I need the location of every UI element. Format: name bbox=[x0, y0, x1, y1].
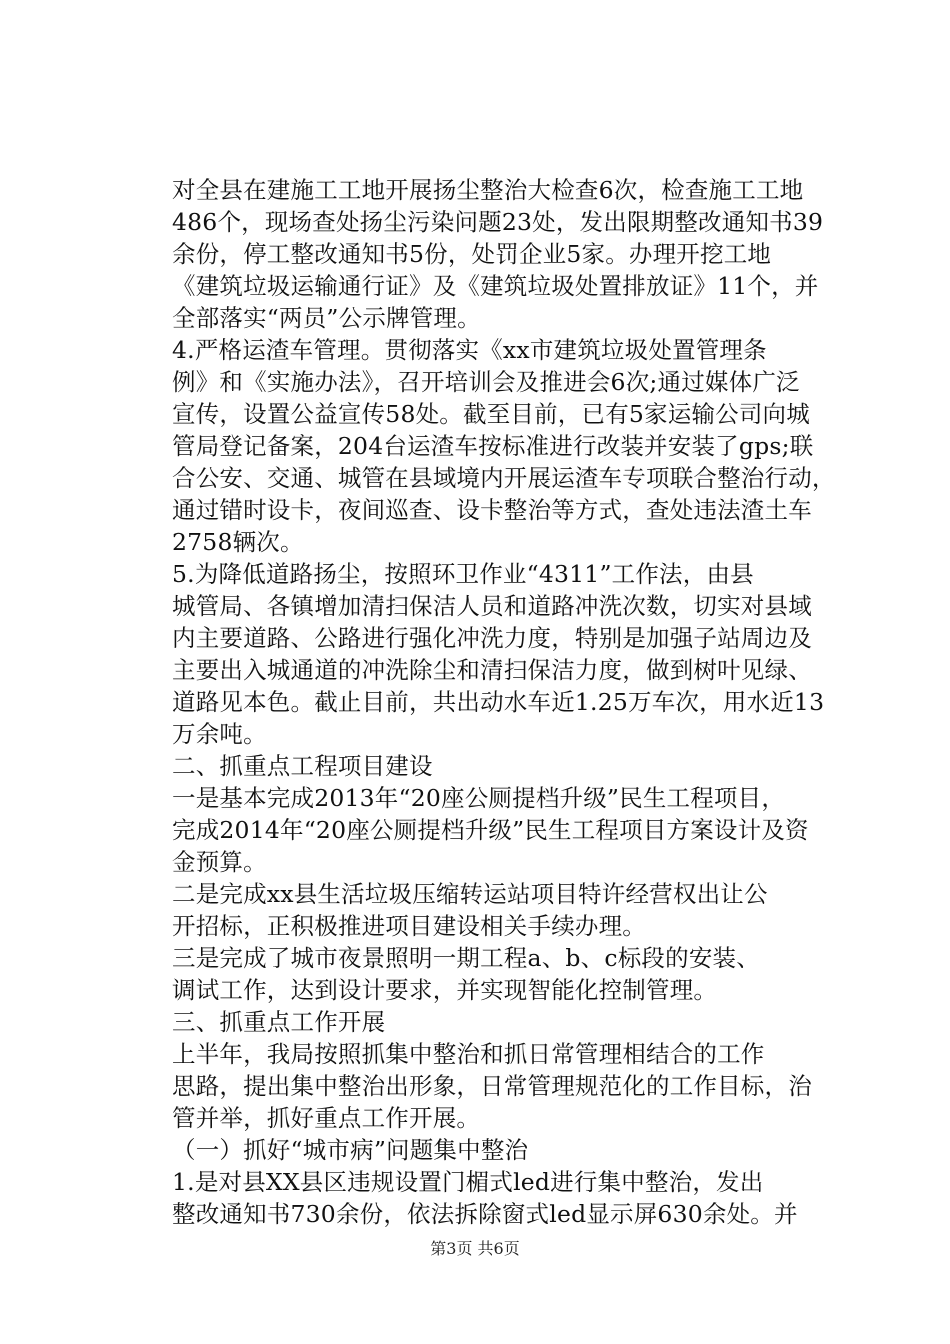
text-line: 通过错时设卡，夜间巡查、设卡整治等方式，查处违法渣土车 bbox=[172, 496, 812, 524]
text-line: 完成2014年“20座公厕提档升级”民生工程项目方案设计及资 bbox=[172, 816, 809, 844]
text-line: 城管局、各镇增加清扫保洁人员和道路冲洗次数，切实对县域 bbox=[172, 592, 812, 620]
text-line: 主要出入城通道的冲洗除尘和清扫保洁力度，做到树叶见绿、 bbox=[172, 656, 812, 684]
text-line: 三是完成了城市夜景照明一期工程a、b、c标段的安装、 bbox=[172, 944, 760, 972]
text-line: 全部落实“两员”公示牌管理。 bbox=[172, 304, 481, 332]
text-line: 5.为降低道路扬尘，按照环卫作业“4311”工作法，由县 bbox=[172, 560, 754, 588]
text-line: 余份，停工整改通知书5份，处罚企业5家。办理开挖工地 bbox=[172, 240, 772, 268]
section-heading: 三、抓重点工作开展 bbox=[172, 1008, 386, 1036]
text-line: 管局登记备案，204台运渣车按标准进行改装并安装了gps;联 bbox=[172, 432, 814, 460]
text-line: 道路见本色。截止目前，共出动水车近1.25万车次，用水近13 bbox=[172, 688, 825, 716]
section-heading: 二、抓重点工程项目建设 bbox=[172, 752, 433, 780]
text-line: 一是基本完成2013年“20座公厕提档升级”民生工程项目， bbox=[172, 784, 786, 812]
text-line: 上半年，我局按照抓集中整治和抓日常管理相结合的工作 bbox=[172, 1040, 765, 1068]
text-line: 1.是对县XX县区违规设置门楣式led进行集中整治，发出 bbox=[172, 1168, 764, 1196]
text-line: 万余吨。 bbox=[172, 720, 267, 748]
text-line: 例》和《实施办法》，召开培训会及推进会6次;通过媒体广泛 bbox=[172, 368, 800, 396]
text-line: 调试工作，达到设计要求，并实现智能化控制管理。 bbox=[172, 976, 718, 1004]
text-line: 思路，提出集中整治出形象，日常管理规范化的工作目标，治 bbox=[172, 1072, 812, 1100]
text-line: 开招标，正积极推进项目建设相关手续办理。 bbox=[172, 912, 646, 940]
text-line: 二是完成xx县生活垃圾压缩转运站项目特许经营权出让公 bbox=[172, 880, 768, 908]
text-line: 4.严格运渣车管理。贯彻落实《xx市建筑垃圾处置管理条 bbox=[172, 336, 767, 364]
text-line: 2758辆次。 bbox=[172, 528, 304, 556]
page-footer: 第3页 共6页 bbox=[430, 1239, 520, 1258]
text-line: 《建筑垃圾运输通行证》及《建筑垃圾处置排放证》11个，并 bbox=[172, 272, 819, 300]
text-line: 486个，现场查处扬尘污染问题23处，发出限期整改通知书39 bbox=[172, 208, 824, 236]
text-line: 宣传，设置公益宣传58处。截至目前，已有5家运输公司向城 bbox=[172, 400, 810, 428]
text-line: 管并举，抓好重点工作开展。 bbox=[172, 1104, 481, 1132]
text-line: 合公安、交通、城管在县域境内开展运渣车专项联合整治行动， bbox=[172, 464, 836, 492]
text-line: 内主要道路、公路进行强化冲洗力度，特别是加强子站周边及 bbox=[172, 624, 812, 652]
document-body bbox=[172, 174, 836, 1230]
subsection-heading: （一）抓好“城市病”问题集中整治 bbox=[172, 1136, 529, 1164]
text-line: 对全县在建施工工地开展扬尘整治大检查6次，检查施工工地 bbox=[172, 176, 804, 204]
text-line: 整改通知书730余份，依法拆除窗式led显示屏630余处。并 bbox=[172, 1200, 798, 1228]
text-line: 金预算。 bbox=[172, 848, 267, 876]
